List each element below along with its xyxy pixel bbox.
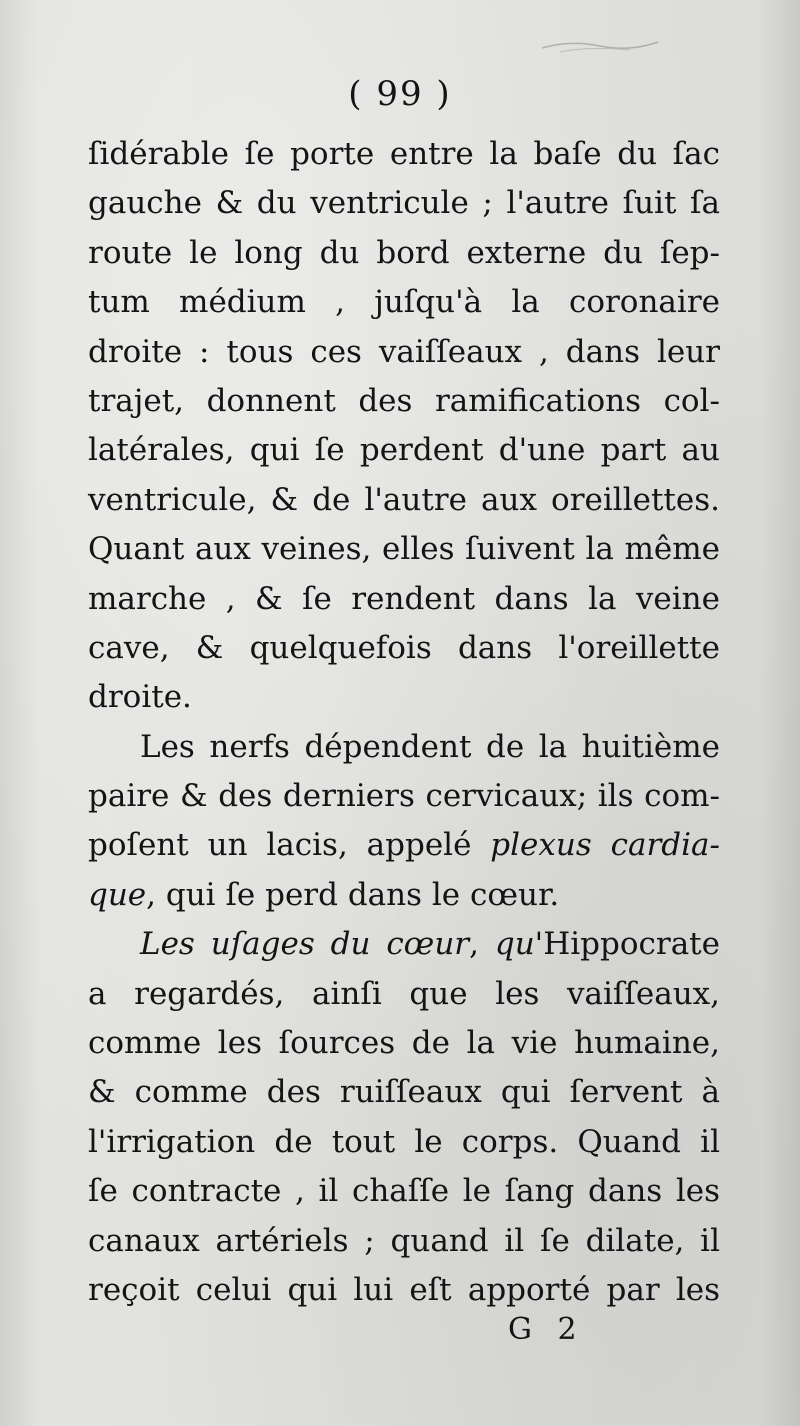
text-line: tum médium , juſqu'à la coronaire [88,284,720,321]
text-line: reçoit celui qui lui eſt apporté par les [88,1271,720,1308]
page-number: ( 99 ) [348,74,452,114]
text-line: l'irrigation de tout le corps. Quand il [88,1123,720,1160]
text-line: marche , & ſe rendent dans la veine [88,580,720,617]
italic-term: que [88,876,147,913]
text-line: & comme des ruiſſeaux qui ſervent à [88,1074,720,1111]
text-line: ſe contracte , il chaſſe le ſang dans les [88,1173,720,1210]
text-line: route le long du bord externe du ſep- [88,234,720,271]
text-line: trajet, donnent des ramifications col- [88,382,720,419]
text-line: Quant aux veines, elles ſuivent la même [88,531,720,568]
italic-term: qu' [494,926,544,963]
italic-term: plexus cardia- [490,827,720,864]
text-line: cave, & quelquefois dans l'oreillette [88,629,720,666]
text-line: Les nerfs dépendent de la huitième [140,728,720,765]
italic-heading: Les uſages du cœur [140,926,470,963]
text-line-mixed [88,821,720,870]
text-run: poſent un lacis, appelé [88,827,472,864]
text-line: droite. [88,679,192,716]
text-run: , qui ſe perd dans le cœur. [146,876,560,913]
text-line: canaux artériels ; quand il ſe dilate, il [88,1222,720,1259]
text-line-mixed [88,871,720,920]
text-line: a regardés, ainſi que les vaiſſeaux, [88,975,720,1012]
text-line-mixed [88,920,720,969]
text-line: latérales, qui ſe perdent d'une part au [88,432,720,469]
signature-mark: G 2 [508,1312,585,1347]
text-line: gauche & du ventricule ; l'autre ſuit ſa [88,185,720,222]
ink-smudge [540,36,660,54]
page-body-text [88,130,720,1315]
text-run: Hippocrate [543,926,720,963]
text-line: ventricule, & de l'autre aux oreillettes. [88,481,720,518]
text-run: , [469,926,495,963]
text-line: ſidérable ſe porte entre la baſe du ſac [88,136,720,172]
text-line: comme les ſources de la vie humaine, [88,1025,720,1062]
text-line: paire & des derniers cervicaux; ils com- [88,778,720,815]
text-line: droite : tous ces vaiſſeaux , dans leur [88,333,720,370]
